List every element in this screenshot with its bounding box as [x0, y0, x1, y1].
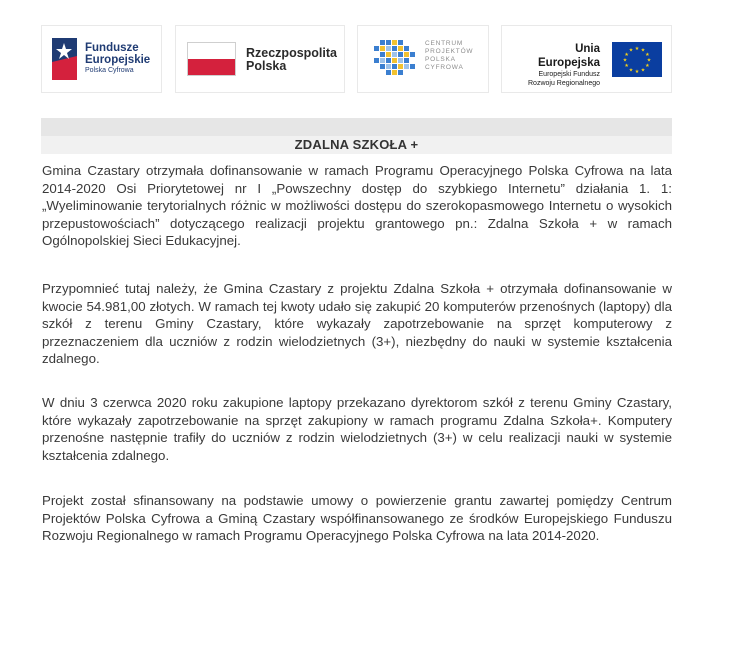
svg-text:★: ★	[640, 67, 646, 74]
fundusze-line2: Europejskie	[85, 54, 151, 66]
svg-text:★: ★	[645, 52, 650, 58]
article-heading-bar	[41, 118, 672, 154]
paragraph-1: Gmina Czastary otrzymała dofinansowanie w ramach Programu Operacyjnego Polska Cyfrowa na lata 2014-2020 Osi Priorytetowej nr I „Powszechny dostęp do szybkiego Internetu” działania 1. 1: „Wyeliminowanie terytorialnych różnic w możliwości dostępu do szerokopasmowego Internetu o wysokich przepustowościach” dotyczącego realizacji projektu grantowego pn.: Zdalna Szkoła + w ramach Ogólnopolskiej Sieci Edukacyjnej.	[42, 163, 672, 249]
centrum-projektow-logo	[357, 25, 489, 93]
unia-line2: Europejski Fundusz	[538, 71, 600, 78]
svg-text:★: ★	[645, 63, 650, 69]
eu-flag-icon	[612, 42, 662, 77]
rzeczpospolita-line2: Polska	[246, 59, 287, 73]
svg-text:★: ★	[634, 69, 640, 75]
centrum-line2: PROJEKTÓW	[425, 48, 474, 55]
fundusze-line3: Polska Cyfrowa	[85, 67, 134, 74]
paragraph-2: Przypomnieć tutaj należy, że Gmina Czastary z projektu Zdalna Szkoła + otrzymała dofinansowanie w kwocie 54.981,00 złotych. W ramach tej kwoty udało się zakupić 20 komputerów przenośnych (laptopy) dla szkół z terenu Gminy Czastary, które wykazały zapotrzebowanie na sprzęt komputerowy z przeznaczeniem dla uczniów z rodzin wielodzietnych (3+), niezbędny do nauki w systemie kształcenia zdalnego.	[42, 281, 672, 367]
rzeczpospolita-line1: Rzeczpospolita	[246, 46, 337, 60]
unia-europejska-text	[512, 42, 600, 88]
svg-text:★: ★	[634, 46, 640, 52]
unia-line3: Rozwoju Regionalnego	[528, 80, 600, 87]
svg-text:★: ★	[628, 67, 634, 74]
svg-text:★: ★	[624, 63, 629, 69]
centrum-projektow-text	[425, 40, 473, 72]
fundusze-europejskie-logo	[41, 25, 162, 93]
centrum-projektow-mosaic-icon	[372, 38, 418, 80]
svg-text:★: ★	[646, 57, 652, 64]
centrum-line3: POLSKA	[425, 56, 456, 63]
unia-europejska-logo	[501, 25, 672, 93]
article-body	[42, 162, 672, 544]
svg-text:★: ★	[624, 52, 629, 58]
article-title: ZDALNA SZKOŁA +	[294, 137, 419, 152]
fundusze-europejskie-emblem-icon	[52, 38, 77, 80]
fundusze-line1: Fundusze	[85, 42, 139, 54]
polish-flag-icon	[187, 42, 236, 76]
centrum-line4: CYFROWA	[425, 64, 464, 71]
unia-title: Unia Europejska	[538, 43, 600, 69]
fundusze-europejskie-text	[85, 42, 150, 76]
svg-text:★: ★	[640, 47, 646, 54]
svg-text:★: ★	[628, 47, 634, 54]
logo-strip	[41, 25, 672, 95]
paragraph-4: Projekt został sfinansowany na podstawie umowy o powierzenie grantu zawartej pomiędzy Centrum Projektów Polska Cyfrowa a Gminą Czastary współfinansowanego ze środków Europejskiego Funduszu Rozwoju Regionalnego w ramach Programu Operacyjnego Polska Cyfrowa na lata 2014-2020.	[42, 493, 672, 544]
centrum-line1: CENTRUM	[425, 40, 464, 47]
rzeczpospolita-polska-logo	[175, 25, 345, 93]
rzeczpospolita-text	[246, 47, 337, 73]
paragraph-3: W dniu 3 czerwca 2020 roku zakupione laptopy przekazano dyrektorom szkół z terenu Gminy Czastary, które wykazały zapotrzebowanie na sprzęt zakupiony w ramach programu Zdalna Szkoła+. Komputery przenośne następnie trafiły do uczniów z rodzin wielodzietnych (3+) w celu realizacji nauki w systemie kształcenia zdalnego.	[42, 395, 672, 463]
svg-text:★: ★	[622, 57, 628, 64]
